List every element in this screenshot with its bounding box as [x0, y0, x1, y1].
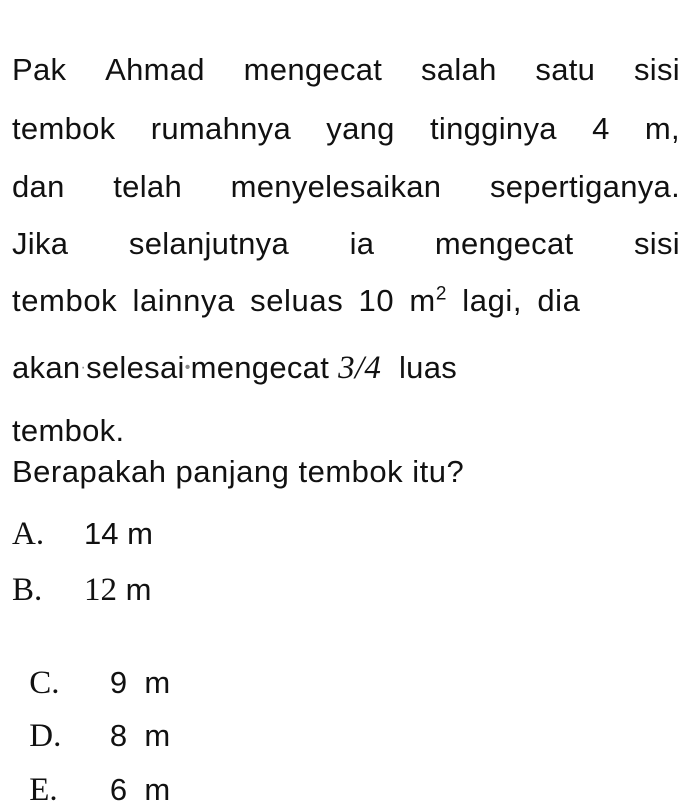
option-letter: C.	[29, 665, 60, 701]
word: rumahnya	[150, 111, 291, 146]
question-prompt	[12, 454, 464, 490]
fraction-three-quarters: 3/4	[338, 350, 382, 386]
option-number: 12	[84, 572, 117, 608]
option-letter: D.	[29, 718, 62, 754]
option-letter: B.	[12, 572, 43, 608]
dot-separator: •	[184, 358, 191, 376]
word: menyelesaikan	[230, 169, 442, 204]
question-line-4	[12, 226, 680, 262]
word: tembok	[12, 111, 116, 146]
option-value: 6 m	[101, 772, 171, 807]
option-b[interactable]	[12, 572, 151, 608]
question-line-2	[12, 111, 680, 147]
option-unit: m	[117, 572, 152, 607]
word: selanjutnya	[128, 226, 290, 261]
option-a[interactable]	[12, 516, 153, 552]
word: 4	[592, 111, 610, 146]
word: tingginya	[430, 111, 557, 146]
word: sisi	[634, 52, 680, 87]
word: mengecat	[243, 52, 383, 87]
word: m,	[644, 111, 680, 146]
superscript-2: 2	[435, 283, 448, 305]
word: telah	[113, 169, 182, 204]
word: akan	[12, 350, 81, 385]
option-value: 9 m	[101, 665, 171, 700]
line5-text-after: lagi, dia	[447, 283, 581, 318]
word: sisi	[634, 226, 680, 261]
prompt-text: Berapakah panjang tembok itu?	[12, 454, 465, 489]
word: dan	[12, 169, 65, 204]
word: yang	[326, 111, 395, 146]
word: Jika	[12, 226, 69, 261]
option-value: 14 m	[84, 516, 153, 551]
word: selesai	[86, 350, 185, 385]
option-e[interactable]	[12, 736, 170, 808]
word: Pak	[12, 52, 67, 87]
option-letter: E.	[29, 772, 58, 808]
word: salah	[421, 52, 497, 87]
option-value	[84, 572, 151, 608]
word: mengecat	[190, 350, 330, 385]
question-line-3	[12, 169, 680, 205]
word: mengecat	[434, 226, 574, 261]
word: satu	[535, 52, 596, 87]
question-line-7	[12, 413, 124, 449]
question-line-5	[12, 283, 581, 319]
option-value: 8 m	[101, 718, 171, 753]
dot-separator: ·	[80, 358, 87, 376]
word: tembok.	[12, 413, 125, 448]
word: sepertiganya.	[489, 169, 680, 204]
question-line-6	[12, 350, 457, 388]
option-letter: A.	[12, 516, 45, 552]
word: luas	[398, 350, 458, 385]
word: Ahmad	[105, 52, 205, 87]
word: ia	[349, 226, 375, 261]
line5-text: tembok lainnya seluas 10 m	[12, 283, 436, 318]
question-line-1	[12, 52, 680, 88]
